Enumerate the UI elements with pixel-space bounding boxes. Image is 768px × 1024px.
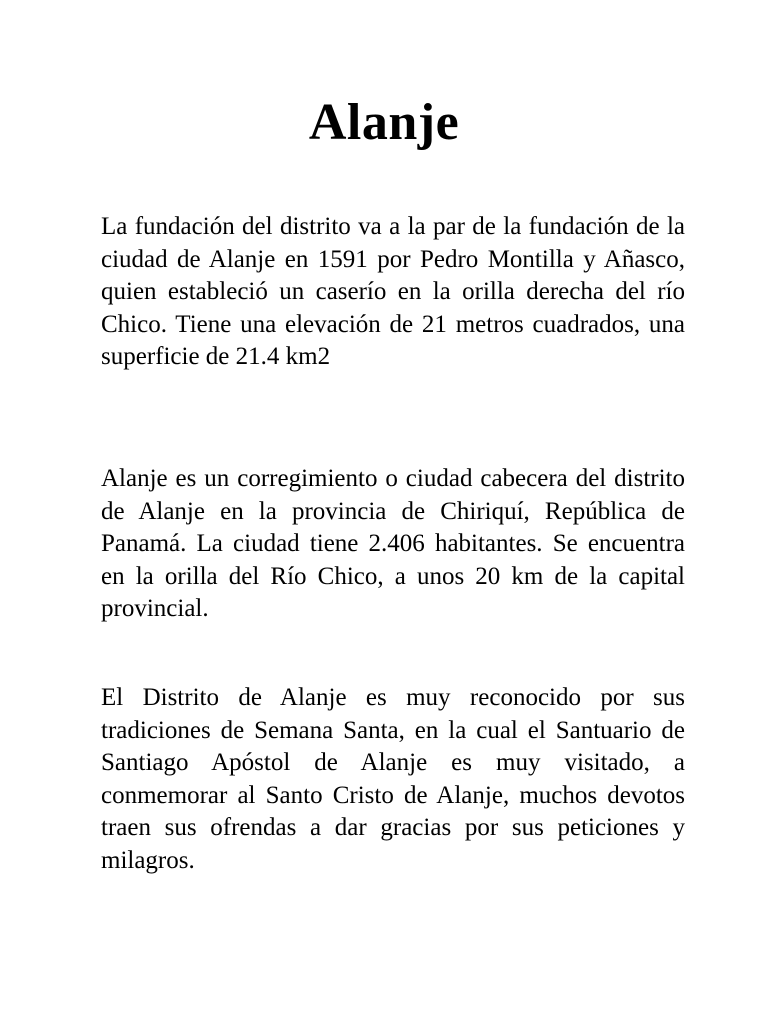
paragraph-foundation: La fundación del distrito va a la par de la fundación de la ciudad de Alanje en 1591 por Pedro Montilla y Añasco, quien estableció un caserío en la orilla derecha del río Chico. Tiene una elevación de 21 metros cuadrados, una superficie de 21.4 km2 [101,213,685,371]
document-title: Alanje [308,94,460,151]
paragraph-traditions: El Distrito de Alanje es muy reconocido por sus tradiciones de Semana Santa, en la cual el Santuario de Santiago Apóstol de Alanje es muy visitado, a conmemorar al Santo Cristo de Alanje, muchos devotos traen sus ofrendas a dar gracias por sus peticiones y milagros. [101,684,685,874]
paragraph-corregimiento: Alanje es un corregimiento o ciudad cabecera del distrito de Alanje en la provincia de Chiriquí, República de Panamá. La ciudad tiene 2.406 habitantes. Se encuentra en la orilla del Río Chico, a unos 20 km de la capital provincial. [101,465,685,623]
